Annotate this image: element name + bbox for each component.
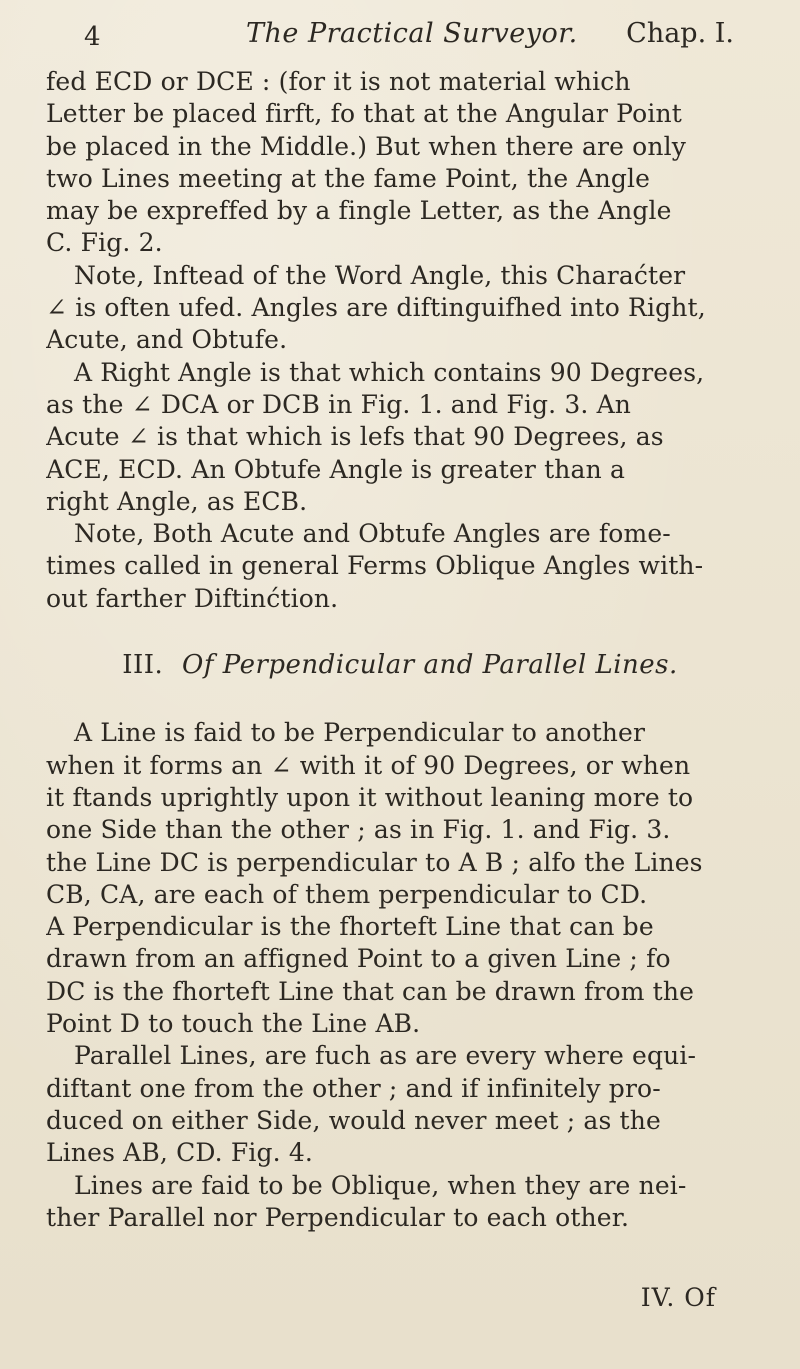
text-line: DC is the fhorteft Line that can be drawn from the [46,976,695,1006]
text-line: it ftands uprightly upon it without leaning more to [46,782,694,812]
text-line: be placed in the Middle.) But when there are only [46,131,687,161]
paragraph-angle-naming [46,66,754,260]
paragraph-angle-types [46,357,754,518]
text-line: C. Fig. 2. [46,228,163,258]
text-line: as the ∠ DCA or DCB in Fig. 1. and Fig. 3. An [46,389,632,419]
text-line: out farther Diftinćtion. [46,583,339,613]
text-line: duced on either Side, would never meet ; as the [46,1105,661,1135]
text-line: CB, CA, are each of them perpendicular to CD. [46,879,648,909]
catchword: IV. Of [640,1283,716,1312]
text-line: diftant one from the other ; and if infinitely pro- [46,1073,661,1103]
section-number: III. [122,650,164,681]
paragraph-perpendicular [46,717,754,1040]
text-line: ther Parallel nor Perpendicular to each other. [46,1202,630,1232]
text-line: when it forms an ∠ with it of 90 Degrees, or when [46,750,691,780]
section-title: Of Perpendicular and Parallel Lines. [182,650,678,681]
text-line: the Line DC is perpendicular to A B ; alfo the Lines [46,847,703,877]
running-head [46,10,754,62]
text-line: two Lines meeting at the fame Point, the Angle [46,163,651,193]
text-line: ∠ is often ufed. Angles are diftinguifhed into Right, [46,293,706,323]
text-line: Note, Inftead of the Word Angle, this Charaćter [74,260,686,290]
text-line: ACE, ECD. An Obtufe Angle is greater than a [46,454,626,484]
text-line: A Line is faid to be Perpendicular to another [74,718,646,748]
text-line: one Side than the other ; as in Fig. 1. and Fig. 3. [46,815,671,845]
paragraph-oblique-lines [46,1170,754,1235]
text-line: Letter be placed firft, fo that at the Angular Point [46,99,682,129]
text-line: right Angle, as ECB. [46,486,308,516]
section-heading [46,649,754,681]
note-angle-character [46,260,754,357]
text-line: Acute ∠ is that which is lefs that 90 Degrees, as [46,422,664,452]
text-line: Point D to touch the Line AB. [46,1009,421,1039]
text-line: A Right Angle is that which contains 90 Degrees, [74,357,705,387]
text-line: Lines are faid to be Oblique, when they are nei- [74,1170,687,1200]
text-line: drawn from an affigned Point to a given Line ; fo [46,944,671,974]
body-text [46,66,754,1234]
text-line: may be expreffed by a fingle Letter, as the Angle [46,196,672,226]
text-line: A Perpendicular is the fhorteft Line that can be [46,912,654,942]
note-oblique-angles [46,518,754,615]
text-line: Note, Both Acute and Obtufe Angles are fome- [74,519,671,549]
chapter-label: Chap. I. [626,18,734,49]
text-line: times called in general Ferms Oblique Angles with- [46,551,704,581]
text-line: Parallel Lines, are fuch as are every where equi- [74,1041,697,1071]
running-title: The Practical Surveyor. [246,18,578,49]
paragraph-parallel [46,1040,754,1169]
page-number: 4 [84,22,102,52]
text-line: fed ECD or DCE : (for it is not material which [46,67,631,96]
text-line: Acute, and Obtufe. [46,325,288,355]
text-line: Lines AB, CD. Fig. 4. [46,1138,314,1168]
